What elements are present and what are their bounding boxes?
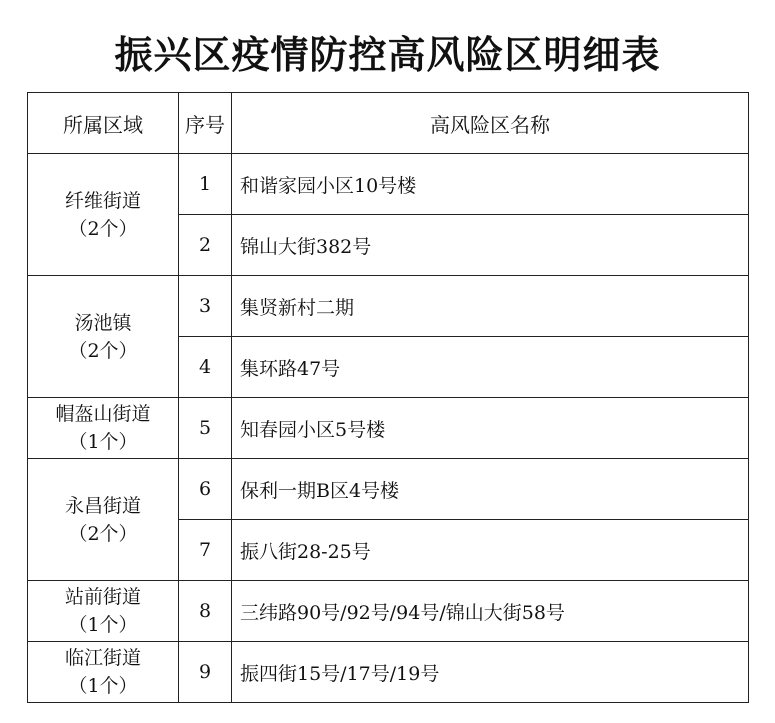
area-name: 站前街道 <box>64 586 141 608</box>
area-name: 永昌街道 <box>64 494 141 517</box>
seq-cell: 8 <box>179 581 232 642</box>
seq-cell: 9 <box>179 642 232 703</box>
name-cell: 振八街28-25号 <box>232 520 749 581</box>
name-cell: 集环路47号 <box>232 337 749 398</box>
name-cell: 集贤新村二期 <box>232 276 749 337</box>
area-name: 临江街道 <box>64 647 141 669</box>
area-name: 帽盔山街道 <box>55 403 151 425</box>
table-row <box>28 459 749 520</box>
name-cell: 锦山大街382号 <box>232 215 749 276</box>
table-header-row <box>28 93 749 154</box>
high-risk-area-table <box>27 92 749 703</box>
area-count: （1个） <box>68 431 138 453</box>
area-cell <box>28 398 179 459</box>
area-count: （1个） <box>68 614 138 636</box>
header-name: 高风险区名称 <box>232 93 749 154</box>
area-name: 纤维街道 <box>64 189 141 212</box>
area-cell <box>28 459 179 581</box>
area-cell <box>28 642 179 703</box>
name-cell: 保利一期B区4号楼 <box>232 459 749 520</box>
name-cell: 三纬路90号/92号/94号/锦山大街58号 <box>232 581 749 642</box>
name-cell: 和谐家园小区10号楼 <box>232 154 749 215</box>
table-row <box>28 398 749 459</box>
area-count: （2个） <box>68 522 138 545</box>
table-row <box>28 642 749 703</box>
seq-cell: 3 <box>179 276 232 337</box>
area-count: （2个） <box>68 339 138 362</box>
area-count: （2个） <box>68 217 138 240</box>
area-count: （1个） <box>68 675 138 697</box>
name-cell: 振四街15号/17号/19号 <box>232 642 749 703</box>
seq-cell: 2 <box>179 215 232 276</box>
area-cell <box>28 154 179 276</box>
table-row <box>28 154 749 215</box>
table-row <box>28 581 749 642</box>
area-cell <box>28 276 179 398</box>
area-cell <box>28 581 179 642</box>
seq-cell: 7 <box>179 520 232 581</box>
page-title: 振兴区疫情防控高风险区明细表 <box>114 33 661 77</box>
seq-cell: 4 <box>179 337 232 398</box>
seq-cell: 1 <box>179 154 232 215</box>
table-row <box>28 276 749 337</box>
header-area: 所属区域 <box>28 93 179 154</box>
name-cell: 知春园小区5号楼 <box>232 398 749 459</box>
header-seq: 序号 <box>179 93 232 154</box>
area-name: 汤池镇 <box>74 311 132 334</box>
seq-cell: 5 <box>179 398 232 459</box>
seq-cell: 6 <box>179 459 232 520</box>
